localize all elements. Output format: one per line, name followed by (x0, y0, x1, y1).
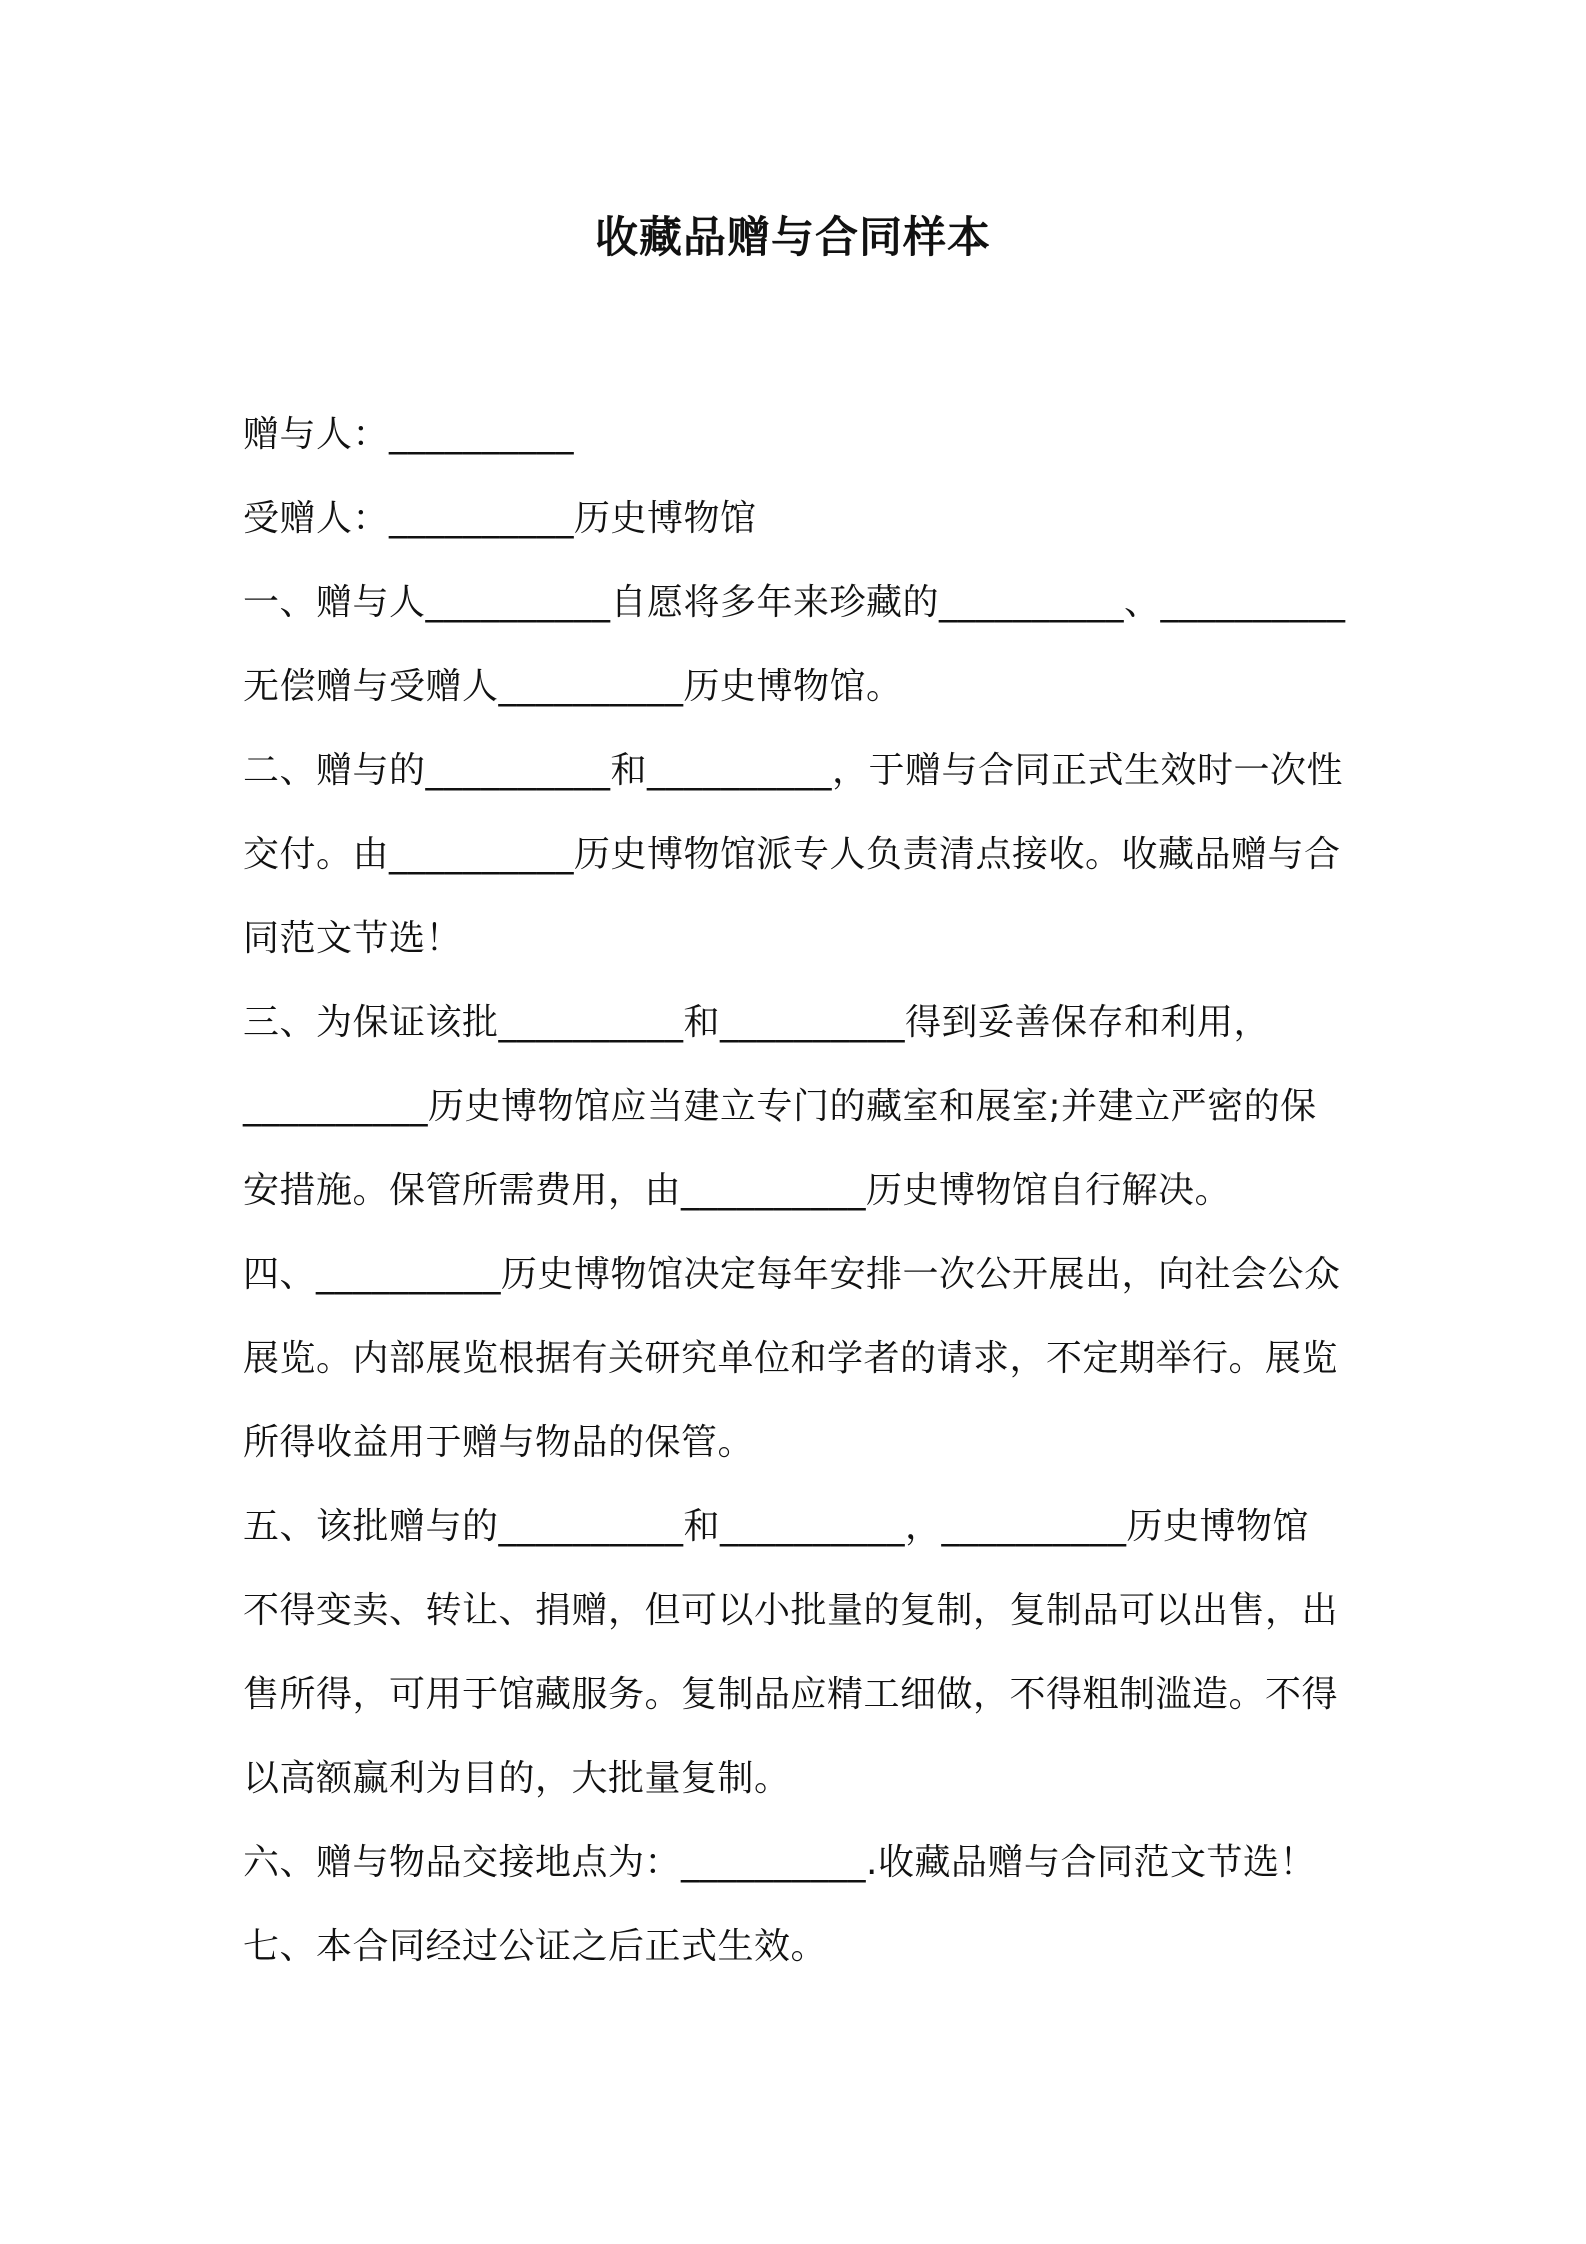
clause-5-line-1: 五、该批赠与的__________和__________，__________历史博物馆 (243, 1506, 1310, 1547)
document-title: 收藏品赠与合同样本 (595, 213, 991, 263)
clause-5-line-4: 以高额赢利为目的，大批量复制。 (243, 1758, 791, 1799)
clause-3-line-1: 三、为保证该批__________和__________得到妥善保存和利用， (243, 1002, 1271, 1043)
donor-line: 赠与人：__________ (243, 414, 575, 455)
clause-4-line-2: 展览。内部展览根据有关研究单位和学者的请求，不定期举行。展览 (243, 1338, 1339, 1379)
clause-1-line-2: 无偿赠与受赠人__________历史博物馆。 (243, 666, 903, 707)
clause-2-line-1: 二、赠与的__________和__________，于赠与合同正式生效时一次性 (243, 750, 1344, 791)
recipient-line: 受赠人：__________历史博物馆 (243, 498, 757, 539)
clause-2-line-3: 同范文节选！ (243, 918, 463, 959)
clause-5-line-2: 不得变卖、转让、捐赠，但可以小批量的复制，复制品可以出售，出 (243, 1590, 1339, 1631)
clause-4-line-1: 四、__________历史博物馆决定每年安排一次公开展出，向社会公众 (243, 1254, 1341, 1295)
clause-1-line-1: 一、赠与人__________自愿将多年来珍藏的__________、__________ (243, 582, 1346, 623)
clause-4-line-3: 所得收益用于赠与物品的保管。 (243, 1422, 755, 1463)
clause-3-line-3: 安措施。保管所需费用，由__________历史博物馆自行解决。 (243, 1170, 1232, 1211)
clause-7-line: 七、本合同经过公证之后正式生效。 (243, 1926, 828, 1967)
clause-2-line-2: 交付。由__________历史博物馆派专人负责清点接收。收藏品赠与合 (243, 834, 1341, 875)
clause-5-line-3: 售所得，可用于馆藏服务。复制品应精工细做，不得粗制滥造。不得 (243, 1674, 1339, 1715)
clause-3-line-2: __________历史博物馆应当建立专门的藏室和展室;并建立严密的保 (243, 1086, 1317, 1127)
clause-6-line: 六、赠与物品交接地点为：__________.收藏品赠与合同范文节选！ (243, 1842, 1316, 1883)
